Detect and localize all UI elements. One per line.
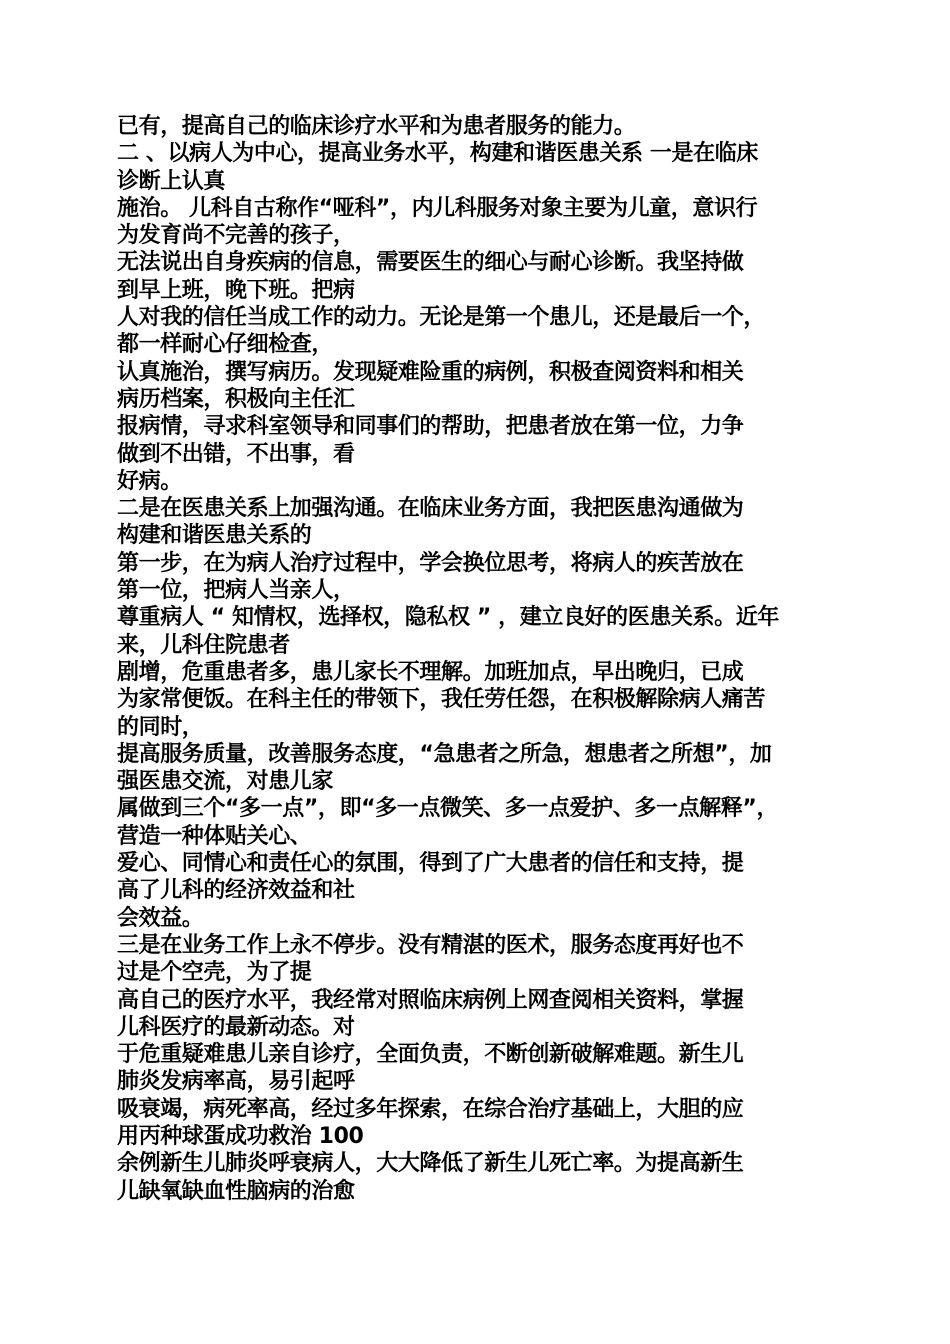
text-line: 二 、以病人为中心，提高业务水平，构建和谐医患关系 一是在临床 xyxy=(117,141,758,167)
text-line: 属做到三个“多一点”，即“多一点微笑、多一点爱护、多一点解释”， xyxy=(117,796,779,822)
text-line: 人对我的信任当成工作的动力。无论是第一个患儿，还是最后一个， xyxy=(117,305,766,331)
text-line: 营造一种体贴关心、 xyxy=(117,823,312,849)
text-line: 剧增，危重患者多，患儿家长不理解。加班加点，早出晚归，已成 xyxy=(117,659,744,685)
text-line: 好病。 xyxy=(117,468,182,494)
text-line: 的同时， xyxy=(117,714,204,740)
text-line: 病历档案，积极向主任汇 xyxy=(117,386,355,412)
document-body xyxy=(117,113,837,1205)
text-line: 强医患交流，对患儿家 xyxy=(117,769,334,795)
text-line: 二是在医患关系上加强沟通。在临床业务方面，我把医患沟通做为 xyxy=(117,496,744,522)
text-line: 尊重病人 “ 知情权，选择权，隐私权 ” ，建立良好的医患关系。近年 xyxy=(117,605,779,631)
text-line: 于危重疑难患儿亲自诊疗，全面负责，不断创新破解难题。新生儿 xyxy=(117,1042,744,1068)
text-line: 为发育尚不完善的孩子， xyxy=(117,223,355,249)
text-line: 为家常便饭。在科主任的带领下，我任劳任怨，在积极解除病人痛苦 xyxy=(117,687,766,713)
text-line: 高了儿科的经济效益和社 xyxy=(117,878,355,904)
text-line: 无法说出自身疾病的信息，需要医生的细心与耐心诊断。我坚持做 xyxy=(117,250,744,276)
text-line: 高自己的医疗水平，我经常对照临床病例上网查阅相关资料，掌握 xyxy=(117,987,744,1013)
text-line: 提高服务质量，改善服务态度，“急患者之所急，想患者之所想”，加 xyxy=(117,741,772,767)
text-line: 过是个空壳，为了提 xyxy=(117,960,312,986)
text-line: 儿科医疗的最新动态。对 xyxy=(117,1014,355,1040)
text-line: 儿缺氧缺血性脑病的治愈 xyxy=(117,1178,355,1204)
text-line: 报病情，寻求科室领导和同事们的帮助，把患者放在第一位，力争 xyxy=(117,414,744,440)
text-line: 会效益。 xyxy=(117,905,204,931)
text-line: 肺炎发病率高，易引起呼 xyxy=(117,1069,355,1095)
text-line: 认真施治，撰写病历。发现疑难险重的病例，积极查阅资料和相关 xyxy=(117,359,744,385)
text-line: 诊断上认真 xyxy=(117,168,226,194)
text-line: 余例新生儿肺炎呼衰病人，大大降低了新生儿死亡率。为提高新生 xyxy=(117,1151,744,1177)
text-line: 都一样耐心仔细检查， xyxy=(117,332,334,358)
text-line: 到早上班，晚下班。把病 xyxy=(117,277,355,303)
text-line: 三是在业务工作上永不停步。没有精湛的医术，服务态度再好也不 xyxy=(117,932,744,958)
text-line: 第一步，在为病人治疗过程中，学会换位思考，将病人的疾苦放在 xyxy=(117,550,744,576)
text-line: 施治。 儿科自古称作“哑科”，内儿科服务对象主要为儿童，意识行 xyxy=(117,195,758,221)
text-line: 爱心、同情心和责任心的氛围，得到了广大患者的信任和支持，提 xyxy=(117,851,744,877)
text-line: 构建和谐医患关系的 xyxy=(117,523,312,549)
text-line: 已有，提高自己的临床诊疗水平和为患者服务的能力。 xyxy=(117,114,636,139)
text-line: 吸衰竭，病死率高，经过多年探索，在综合治疗基础上，大胆的应 xyxy=(117,1096,744,1122)
text-line: 用丙种球蛋成功救治 100 xyxy=(117,1123,364,1149)
text-line: 做到不出错，不出事，看 xyxy=(117,441,355,467)
text-line: 来，儿科住院患者 xyxy=(117,632,290,658)
text-line: 第一位，把病人当亲人， xyxy=(117,578,355,604)
